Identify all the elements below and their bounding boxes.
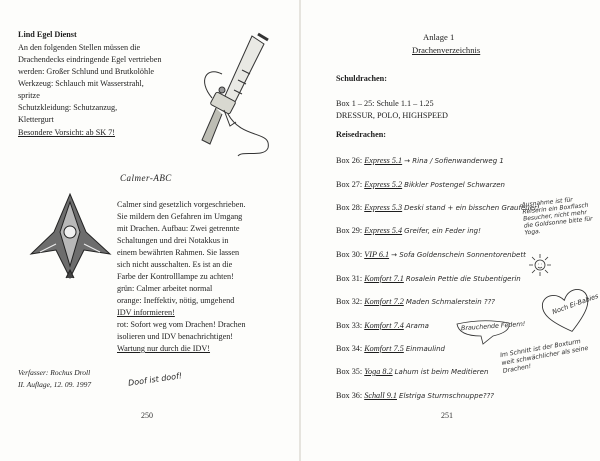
list-item <box>336 321 429 331</box>
handwritten-note: Maden Schmalerstein ??? <box>405 298 496 306</box>
handwritten-doof-note: Doof ist doof! <box>127 371 183 388</box>
calmer-list-item: orange: Ineffektiv, nötig, umgehend <box>117 296 235 305</box>
box-label: Box 27: <box>336 180 363 189</box>
calmer-line: Calmer sind gesetzlich vorgeschrieben. <box>117 200 246 209</box>
egel-line: Drachendecks eindringende Egel vertrieben <box>18 55 162 64</box>
dragon-type: Komfort 7.2 <box>364 297 404 306</box>
egel-title: Lind Egel Dienst <box>18 30 77 39</box>
calmer-list-item: rot: Sofort weg vom Drachen! Drachen <box>117 320 246 329</box>
egel-line: Werkzeug: Schlauch mit Wasserstrahl, <box>18 79 144 88</box>
egel-line: Schutzkleidung: Schutzanzug, <box>18 103 118 112</box>
dragon-type: Express 5.4 <box>364 226 403 235</box>
handwritten-note: Rosalein Pettie die Stubentigerin <box>405 275 521 283</box>
list-item <box>336 180 505 190</box>
calmer-line: Sie mildern den Gefahren im Umgang <box>117 212 243 221</box>
dragon-type: Schall 9.1 <box>364 391 397 400</box>
list-item <box>336 344 445 354</box>
heart-note: Noch Ei-Babies <box>551 291 600 317</box>
list-item <box>336 156 504 166</box>
calmer-list-item: IDV informieren! <box>117 308 175 317</box>
box-label: Box 26: <box>336 156 363 165</box>
calmer-line: grün: Calmer arbeitet normal <box>117 284 213 293</box>
box-label: Box 35: <box>336 367 363 376</box>
box-label: Box 30: <box>336 250 363 259</box>
egel-line: spritze <box>18 91 40 100</box>
handwritten-note: → Rina / Sofienwanderweg 1 <box>404 157 504 165</box>
list-item <box>336 250 526 260</box>
calmer-list-item: isolieren und IDV benachrichtigen! <box>117 332 234 341</box>
box-label: Box 34: <box>336 344 363 353</box>
list-item <box>336 226 481 236</box>
dragon-type: Komfort 7.1 <box>364 274 404 283</box>
list-item <box>336 203 540 213</box>
handwritten-note: Greifer, ein Feder ing! <box>404 227 481 235</box>
box-label: Box 31: <box>336 274 363 283</box>
handwritten-note: Einmaulind <box>405 345 445 353</box>
calmer-title: Calmer-ABC <box>120 173 172 183</box>
box-label: Box 32: <box>336 297 363 306</box>
box-label: Box 29: <box>336 226 363 235</box>
handwritten-note: Lahum ist beim Meditieren <box>394 368 489 376</box>
handwritten-note: Arama <box>405 322 429 330</box>
calmer-line: sich nicht ausschalten. Es ist an die <box>117 260 233 269</box>
hose-illustration <box>172 30 282 160</box>
calmer-line: mit Drachen. Aufbau: Zwei getrennte <box>117 224 240 233</box>
appendix-header: Anlage 1 <box>423 32 455 42</box>
egel-line: werden: Großer Schlund und Brutkolöhle <box>18 67 154 76</box>
box-label: Box 33: <box>336 321 363 330</box>
calmer-line: Farbe der Kontrolllampe zu achten! <box>117 272 234 281</box>
calmer-device-illustration <box>28 192 113 282</box>
right-page <box>301 0 600 461</box>
list-item <box>336 297 495 307</box>
handwritten-note: Deski stand + ein bisschen Graufeuer! <box>404 204 540 212</box>
school-section-title: Schuldrachen: <box>336 74 387 83</box>
dragon-type: Komfort 7.5 <box>364 344 404 353</box>
left-page <box>0 0 299 461</box>
handwritten-margin-note: Ausnahme ist für Reiserin ein Boxflasch Besucher, nicht mehr die Goldsonne bitte für Yoga. <box>521 196 593 237</box>
page-number: 250 <box>141 411 153 420</box>
school-names: DRESSUR, POLO, HIGHSPEED <box>336 111 448 120</box>
dragon-type: VIP 6.1 <box>364 250 390 259</box>
list-item <box>336 391 494 401</box>
author-line: Verfasser: Rochus Droll <box>18 368 91 377</box>
list-item <box>336 274 521 284</box>
school-box-range: Box 1 – 25: Schule 1.1 – 1.25 <box>336 99 434 108</box>
dragon-type: Yoga 8.2 <box>364 367 393 376</box>
egel-warning: Besondere Vorsicht: ab SK 7! <box>18 128 116 137</box>
page-number: 251 <box>441 411 453 420</box>
calmer-maintenance: Wartung nur durch die IDV! <box>117 344 211 353</box>
box-label: Box 28: <box>336 203 363 212</box>
handwritten-note: Bikkler Postengel Schwarzen <box>404 181 505 189</box>
dragon-type: Express 5.1 <box>364 156 403 165</box>
box-label: Box 36: <box>336 391 363 400</box>
bubble-note: Brauchende Federn! <box>460 320 526 333</box>
list-item <box>336 367 488 377</box>
dragon-type: Express 5.3 <box>364 203 403 212</box>
dragon-type: Express 5.2 <box>364 180 403 189</box>
handwritten-note: Elstriga Sturmschnuppe??? <box>399 392 495 400</box>
egel-line: Klettergurt <box>18 115 54 124</box>
dragon-type: Komfort 7.4 <box>364 321 404 330</box>
egel-line: An den folgenden Stellen müssen die <box>18 43 141 52</box>
sun-doodle-icon <box>527 252 553 278</box>
calmer-line: Schaltungen und drei Notakkus in <box>117 236 229 245</box>
calmer-line: einem bewährten Rahmen. Sie lassen <box>117 248 240 257</box>
handwritten-note: → Sofa Goldenschein Sonnentorenbett <box>391 251 526 259</box>
travel-section-title: Reisedrachen: <box>336 130 387 139</box>
appendix-subheader: Drachenverzeichnis <box>412 45 481 55</box>
handwritten-side-note: Im Schnitt ist der Boxturm weit schwächlicher als seine Drachen! <box>499 337 589 375</box>
edition-date: II. Auflage, 12. 09. 1997 <box>18 380 92 389</box>
